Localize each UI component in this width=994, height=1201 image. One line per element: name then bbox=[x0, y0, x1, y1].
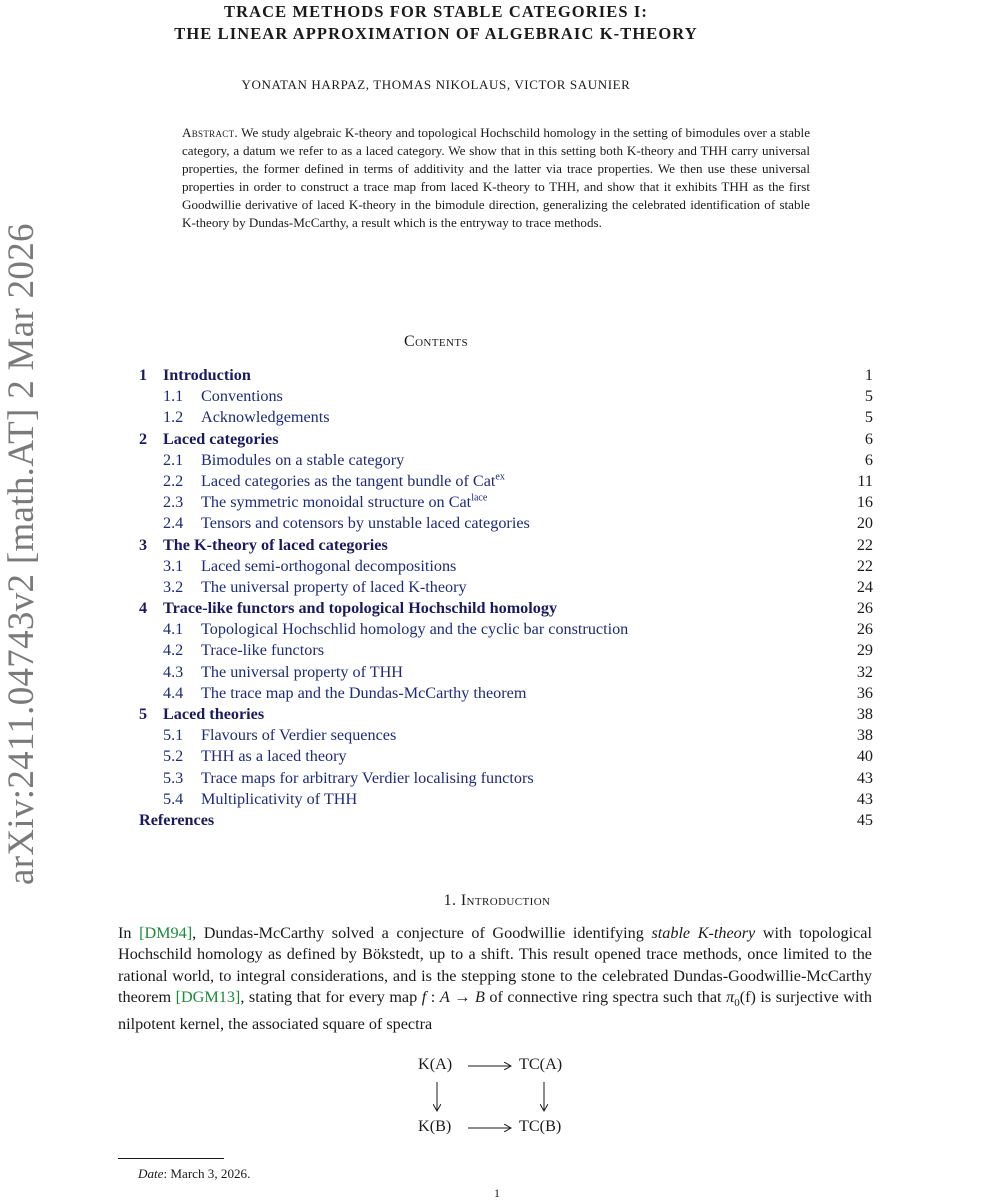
math-pi-argument: (f) bbox=[739, 987, 756, 1006]
toc-entry-page: 43 bbox=[856, 768, 873, 787]
toc-entry-page: 32 bbox=[856, 662, 873, 681]
toc-entry-number: 2.3 bbox=[163, 493, 184, 512]
toc-entry-number: 3.1 bbox=[163, 556, 184, 575]
math-map bbox=[422, 988, 485, 1006]
arxiv-identifier-stamp: arXiv:2411.04743v2 [math.AT] 2 Mar 2026 bbox=[1, 223, 42, 885]
abstract-label: Abstract. bbox=[182, 125, 238, 140]
math-pi0-f bbox=[726, 987, 756, 1010]
paper-title bbox=[0, 1, 872, 45]
math-a: A bbox=[439, 987, 450, 1006]
toc-entry-title-text: Trace-like functors bbox=[201, 641, 325, 660]
toc-entry[interactable] bbox=[139, 535, 873, 556]
toc-entry-title-text: References bbox=[139, 810, 215, 829]
toc-entry[interactable] bbox=[139, 407, 873, 428]
toc-entry-page: 1 bbox=[864, 366, 873, 384]
toc-entry-number: 3.2 bbox=[163, 577, 184, 596]
abstract bbox=[182, 124, 810, 233]
toc-entry-page: 26 bbox=[856, 620, 873, 639]
toc-entry[interactable] bbox=[139, 662, 873, 683]
toc-entry-title-text: Multiplicativity of THH bbox=[201, 789, 358, 808]
math-arrow: → bbox=[449, 987, 475, 1006]
introduction-paragraph bbox=[118, 923, 872, 1036]
toc-entry-title[interactable] bbox=[201, 746, 347, 767]
toc-entry-page: 11 bbox=[857, 471, 873, 490]
toc-entry-title[interactable] bbox=[201, 450, 404, 471]
text-run: of connective ring spectra such that bbox=[484, 987, 727, 1006]
toc-entry-superscript: ex bbox=[495, 471, 505, 483]
page-number: 1 bbox=[494, 1186, 500, 1200]
toc-entry-title-text: Laced categories as the tangent bundle of Cat bbox=[201, 471, 496, 490]
toc-entry[interactable] bbox=[139, 704, 873, 725]
toc-entry-title[interactable] bbox=[201, 789, 357, 810]
toc-entry-number: 2 bbox=[139, 429, 148, 448]
citation-link-dgm13[interactable]: [DGM13] bbox=[175, 987, 241, 1006]
toc-entry[interactable] bbox=[139, 598, 873, 619]
toc-entry-title[interactable] bbox=[163, 598, 557, 619]
toc-entry-number: 4.3 bbox=[163, 662, 184, 681]
abstract-text: We study algebraic K-theory and topological Hochschild homology in the setting of bimodules over a stable category, a datum we refer to as a laced category. We show that in this setting both K-theory and THH carry universal properties, the former defined in terms of additivity and the latter via trace properties. We then use these universal properties in order to construct a trace map from laced K-theory to THH, and show that it exhibits THH as the first Goodwillie derivative of laced K-theory in the bimodule direction, generalizing the celebrated identification of stable K-theory by Dundas-McCarthy, a result which is the entryway to trace methods. bbox=[182, 125, 810, 231]
toc-entry-page: 40 bbox=[856, 747, 873, 766]
toc-entry[interactable] bbox=[139, 619, 873, 640]
toc-entry-title-text: The universal property of THH bbox=[201, 662, 403, 681]
toc-entry-page: 22 bbox=[856, 556, 873, 575]
toc-entry-number: 2.4 bbox=[163, 514, 184, 533]
toc-entry-number: 2.2 bbox=[163, 471, 184, 490]
toc-entry-page: 45 bbox=[856, 810, 873, 829]
toc-entry[interactable] bbox=[139, 725, 873, 746]
title-line-1: TRACE METHODS FOR STABLE CATEGORIES I: bbox=[224, 2, 648, 21]
toc-entry[interactable] bbox=[139, 746, 873, 767]
text-run: , stating that for every map bbox=[240, 987, 422, 1006]
toc-entry-title-text: Laced categories bbox=[163, 429, 279, 448]
node-k-b: K(B) bbox=[418, 1117, 452, 1135]
toc-entry-title[interactable] bbox=[201, 662, 403, 683]
toc-entry[interactable] bbox=[139, 365, 873, 386]
toc-entry-title[interactable] bbox=[201, 768, 534, 789]
toc-entry-title[interactable] bbox=[163, 704, 264, 725]
toc-entry-title[interactable] bbox=[163, 429, 279, 450]
table-of-contents bbox=[139, 365, 873, 831]
toc-entry-number: 4.4 bbox=[163, 683, 184, 702]
toc-entry-page: 16 bbox=[856, 493, 873, 512]
toc-entry-page: 24 bbox=[856, 577, 873, 596]
commutative-square-diagram bbox=[418, 1053, 578, 1143]
math-f: f bbox=[421, 987, 427, 1006]
toc-entry[interactable] bbox=[139, 450, 873, 471]
toc-entry-number: 4 bbox=[139, 599, 148, 618]
toc-entry-number: 3 bbox=[139, 535, 148, 554]
toc-entry-page: 38 bbox=[856, 726, 873, 745]
toc-entry[interactable] bbox=[139, 768, 873, 789]
toc-entry-title-text: Bimodules on a stable category bbox=[201, 450, 405, 469]
toc-entry-number: 5.1 bbox=[163, 726, 184, 745]
text-run: is surjective with nilpotent kernel, the associated square of spectra bbox=[118, 987, 872, 1034]
title-line-2: THE LINEAR APPROXIMATION OF ALGEBRAIC K-THEORY bbox=[174, 24, 698, 43]
toc-entry-title-text: The universal property of laced K-theory bbox=[201, 577, 467, 596]
citation-link-dm94[interactable]: [DM94] bbox=[139, 924, 193, 942]
toc-entry-page: 38 bbox=[856, 705, 873, 723]
toc-entry-title-text: Trace-like functors and topological Hochschild homology bbox=[163, 599, 558, 618]
toc-entry-title[interactable] bbox=[163, 535, 388, 556]
toc-entry-page: 36 bbox=[856, 683, 873, 702]
toc-entry-title[interactable] bbox=[201, 407, 330, 428]
math-pi-subscript: 0 bbox=[734, 997, 740, 1010]
toc-entry-page: 22 bbox=[856, 535, 873, 554]
math-colon: : bbox=[426, 987, 440, 1006]
section-title: Introduction bbox=[460, 892, 551, 909]
node-tc-a: TC(A) bbox=[519, 1055, 563, 1073]
toc-entry-title-text: Introduction bbox=[163, 366, 251, 384]
toc-entry-title-text: The trace map and the Dundas-McCarthy theorem bbox=[201, 683, 527, 702]
toc-entry-title-text: The K-theory of laced categories bbox=[163, 535, 388, 554]
emphasis-stable-k-theory: stable K-theory bbox=[651, 924, 756, 942]
toc-entry-title-text: Tensors and cotensors by unstable laced categories bbox=[201, 514, 530, 533]
toc-entry-page: 29 bbox=[856, 641, 873, 660]
toc-entry-title[interactable] bbox=[201, 725, 396, 746]
toc-entry-page: 43 bbox=[856, 789, 873, 808]
toc-entry[interactable] bbox=[139, 810, 873, 831]
contents-heading: Contents bbox=[404, 333, 468, 350]
footnote-date bbox=[138, 1166, 250, 1182]
toc-entry[interactable] bbox=[139, 386, 873, 407]
toc-entry-page: 6 bbox=[864, 429, 873, 448]
text-run: with topological Hochschild homology as defined by Bökstedt, up to a shift. This result opened trace methods, once limited to the rational world, to integral considerations, and is the stepping stone to the celebrated Dundas-Goodwillie-McCarthy theorem bbox=[118, 924, 872, 1006]
toc-entry-title-text: Acknowledgements bbox=[201, 408, 330, 427]
toc-entry-number: 4.2 bbox=[163, 641, 184, 660]
toc-entry[interactable] bbox=[139, 577, 873, 598]
toc-entry-title-text: THH as a laced theory bbox=[201, 747, 347, 766]
node-k-a: K(A) bbox=[418, 1055, 453, 1073]
toc-entry-number: 2.1 bbox=[163, 450, 184, 469]
node-tc-b: TC(B) bbox=[519, 1117, 562, 1135]
toc-entry-title[interactable] bbox=[201, 577, 467, 598]
toc-entry-page: 6 bbox=[864, 450, 873, 469]
toc-entry-title[interactable] bbox=[201, 471, 505, 492]
toc-entry-title-text: Topological Hochschlid homology and the cyclic bar construction bbox=[201, 620, 629, 639]
toc-entry-title[interactable] bbox=[201, 492, 487, 513]
toc-entry-title-text: Conventions bbox=[201, 387, 283, 406]
footnote-text: : March 3, 2026. bbox=[163, 1166, 251, 1181]
section-number: 1. bbox=[443, 892, 457, 909]
toc-entry-superscript: lace bbox=[471, 492, 488, 504]
toc-entry[interactable] bbox=[139, 556, 873, 577]
toc-entry-number: 1.2 bbox=[163, 408, 184, 427]
toc-entry-number: 5 bbox=[139, 705, 148, 723]
toc-entry[interactable] bbox=[139, 683, 873, 704]
toc-entry[interactable] bbox=[139, 789, 873, 810]
toc-entry-number: 1 bbox=[139, 366, 148, 384]
toc-entry-title-text: The symmetric monoidal structure on Cat bbox=[201, 493, 472, 512]
toc-entry-number: 1.1 bbox=[163, 387, 184, 406]
text-run: In bbox=[118, 924, 140, 942]
text-run: , Dundas-McCarthy solved a conjecture of Goodwillie identifying bbox=[192, 924, 652, 942]
math-pi: π bbox=[726, 987, 735, 1006]
toc-entry[interactable] bbox=[139, 640, 873, 661]
toc-entry-page: 26 bbox=[856, 599, 873, 618]
toc-entry-title-text: Trace maps for arbitrary Verdier localising functors bbox=[201, 768, 534, 787]
toc-entry-number: 5.2 bbox=[163, 747, 184, 766]
toc-entry-title[interactable] bbox=[201, 683, 526, 704]
toc-entry-title-text: Laced semi-orthogonal decompositions bbox=[201, 556, 457, 575]
toc-entry-title-text: Laced theories bbox=[163, 705, 265, 723]
toc-entry-title[interactable] bbox=[201, 513, 530, 534]
toc-entry-number: 5.4 bbox=[163, 789, 184, 808]
math-b: B bbox=[474, 987, 485, 1006]
toc-entry-title[interactable] bbox=[201, 386, 283, 407]
toc-entry[interactable] bbox=[139, 471, 873, 492]
toc-entry[interactable] bbox=[139, 429, 873, 450]
footnote-label: Date bbox=[138, 1166, 164, 1181]
toc-entry-page: 5 bbox=[864, 408, 873, 427]
author-list: YONATAN HARPAZ, THOMAS NIKOLAUS, VICTOR SAUNIER bbox=[241, 77, 631, 92]
toc-entry-page: 20 bbox=[856, 514, 873, 533]
toc-entry-title[interactable] bbox=[139, 810, 214, 831]
footnote-rule bbox=[118, 1158, 224, 1159]
toc-entry-title[interactable] bbox=[201, 640, 324, 661]
introduction-heading bbox=[0, 892, 994, 910]
toc-entry-page: 5 bbox=[864, 387, 873, 406]
toc-entry-number: 5.3 bbox=[163, 768, 184, 787]
toc-entry-title[interactable] bbox=[201, 556, 456, 577]
toc-entry-title[interactable] bbox=[201, 619, 628, 640]
toc-entry[interactable] bbox=[139, 513, 873, 534]
toc-entry-number: 4.1 bbox=[163, 620, 184, 639]
toc-entry-title[interactable] bbox=[163, 365, 251, 386]
toc-entry[interactable] bbox=[139, 492, 873, 513]
toc-entry-title-text: Flavours of Verdier sequences bbox=[201, 726, 397, 745]
